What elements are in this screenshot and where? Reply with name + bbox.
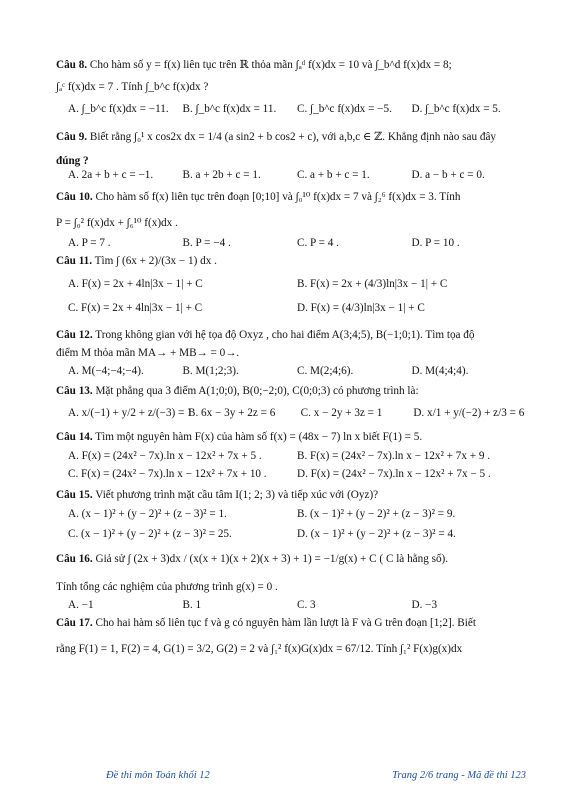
question-13 <box>56 384 526 420</box>
option-d[interactable]: D. P = 10 . <box>411 237 460 249</box>
question-number: Câu 13. <box>56 385 93 397</box>
option-d[interactable]: D. ∫_b^c f(x)dx = 5. <box>411 103 501 115</box>
question-number: Câu 11. <box>56 255 93 267</box>
option-a[interactable]: A. x/(−1) + y/2 + z/(−3) = 1 <box>68 407 193 419</box>
question-text-line2: P = ∫₀² f(x)dx + ∫₆¹⁰ f(x)dx . <box>56 217 178 229</box>
question-text: Tìm ∫ (6x + 2)/(3x − 1) dx . <box>94 255 217 267</box>
question-text-line2: rằng F(1) = 1, F(2) = 4, G(1) = 3/2, G(2) = 2 và ∫₁² f(x)G(x)dx = 67/12. Tính ∫₁² F(x)g(x)dx <box>56 643 463 655</box>
option-b[interactable]: B. M(1;2;3). <box>182 365 239 377</box>
question-text-line2: đúng ? <box>56 155 89 167</box>
question-text: Cho hai hàm số liên tục f và g có nguyên hàm lần lượt là F và G trên đoạn [1;2]. Biết <box>95 617 476 629</box>
option-d[interactable]: D. (x − 1)² + (y − 2)² + (z − 3)² = 4. <box>297 528 456 540</box>
question-text: Tìm một nguyên hàm F(x) của hàm số f(x) = (48x − 7) ln x biết F(1) = 5. <box>95 431 423 443</box>
option-a[interactable]: A. M(−4;−4;−4). <box>68 365 144 377</box>
option-d[interactable]: D. M(4;4;4). <box>411 365 469 377</box>
option-b[interactable]: B. ∫_b^c f(x)dx = 11. <box>182 103 277 115</box>
question-12 <box>56 328 526 378</box>
question-text-line2: điểm M thỏa mãn MA→ + MB→ = 0→. <box>56 347 240 359</box>
option-d[interactable]: D. F(x) = (24x² − 7x).ln x − 12x² + 7x − 5 . <box>297 468 491 480</box>
option-c[interactable]: C. F(x) = 2x + 4ln|3x − 1| + C <box>68 302 203 314</box>
question-text: Biết rằng ∫₀¹ x cos2x dx = 1/4 (a sin2 + b cos2 + c), với a,b,c ∈ ℤ. Khẳng định nào sau đây <box>89 131 497 143</box>
question-text-line2: ∫ₐᶜ f(x)dx = 7 . Tính ∫_b^c f(x)dx ? <box>56 81 209 93</box>
option-c[interactable]: C. (x − 1)² + (y − 2)² + (z − 3)² = 25. <box>68 528 232 540</box>
question-number: Câu 16. <box>56 553 93 565</box>
question-text: Trong không gian với hệ tọa độ Oxyz , cho hai điểm A(3;4;5), B(−1;0;1). Tìm tọa độ <box>95 329 475 341</box>
option-d[interactable]: D. −3 <box>411 599 438 611</box>
option-a[interactable]: A. (x − 1)² + (y − 2)² + (z − 3)² = 1. <box>68 508 227 520</box>
question-number: Câu 8. <box>56 59 88 71</box>
question-text: Giả sử ∫ (2x + 3)dx / (x(x + 1)(x + 2)(x + 3) + 1) = −1/g(x) + C ( C là hằng số). <box>95 553 449 565</box>
question-number: Câu 9. <box>56 131 88 143</box>
question-text: Viết phương trình mặt cầu tâm I(1; 2; 3) và tiếp xúc với (Oyz)? <box>95 489 379 501</box>
option-a[interactable]: A. −1 <box>68 599 94 611</box>
question-text: Cho hàm số f(x) liên tục trên đoạn [0;10] và ∫₀¹⁰ f(x)dx = 7 và ∫₂⁶ f(x)dx = 3. Tính <box>95 191 461 203</box>
option-b[interactable]: B. 6x − 3y + 2z = 6 <box>188 407 276 419</box>
option-c[interactable]: C. F(x) = (24x² − 7x).ln x − 12x² + 7x + 10 . <box>68 468 267 480</box>
question-text: Cho hàm số y = f(x) liên tục trên ℝ thỏa mãn ∫ₐᵈ f(x)dx = 10 và ∫_b^d f(x)dx = 8; <box>89 59 452 71</box>
footer-page-info: Trang 2/6 trang - Mã đề thi 123 <box>392 770 526 781</box>
option-b[interactable]: B. 1 <box>182 599 202 611</box>
option-c[interactable]: C. 3 <box>297 599 316 611</box>
question-text: Mặt phẳng qua 3 điểm A(1;0;0), B(0;−2;0), C(0;0;3) có phương trình là: <box>95 385 419 397</box>
option-d[interactable]: D. F(x) = (4/3)ln|3x − 1| + C <box>297 302 425 314</box>
question-number: Câu 17. <box>56 617 93 629</box>
option-b[interactable]: B. F(x) = (24x² − 7x).ln x − 12x² + 7x + 9 . <box>297 450 491 462</box>
option-b[interactable]: B. a + 2b + c = 1. <box>182 169 261 181</box>
question-11 <box>56 254 526 314</box>
question-15 <box>56 488 526 540</box>
question-number: Câu 10. <box>56 191 93 203</box>
question-text-line2: Tính tổng các nghiệm của phương trình g(x) = 0 . <box>56 581 278 593</box>
option-b[interactable]: B. P = −4 . <box>182 237 231 249</box>
question-10 <box>56 190 526 250</box>
option-c[interactable]: C. P = 4 . <box>297 237 339 249</box>
option-d[interactable]: D. a − b + c = 0. <box>411 169 485 181</box>
question-17 <box>56 616 526 656</box>
option-a[interactable]: A. ∫_b^c f(x)dx = −11. <box>68 103 169 115</box>
option-c[interactable]: C. x − 2y + 3z = 1 <box>300 407 383 419</box>
footer-subject: Đề thi môn Toán khối 12 <box>106 770 210 781</box>
question-number: Câu 15. <box>56 489 93 501</box>
option-d[interactable]: D. x/1 + y/(−2) + z/3 = 6 <box>413 407 525 419</box>
question-8 <box>56 58 526 116</box>
question-number: Câu 12. <box>56 329 93 341</box>
option-a[interactable]: A. F(x) = (24x² − 7x).ln x − 12x² + 7x + 5 . <box>68 450 262 462</box>
page-footer <box>0 770 566 786</box>
option-c[interactable]: C. ∫_b^c f(x)dx = −5. <box>297 103 392 115</box>
option-c[interactable]: C. M(2;4;6). <box>297 365 354 377</box>
question-16 <box>56 552 526 612</box>
question-9 <box>56 130 526 182</box>
option-b[interactable]: B. (x − 1)² + (y − 2)² + (z − 3)² = 9. <box>297 508 456 520</box>
option-c[interactable]: C. a + b + c = 1. <box>297 169 370 181</box>
option-b[interactable]: B. F(x) = 2x + (4/3)ln|3x − 1| + C <box>297 278 448 290</box>
question-14 <box>56 430 526 480</box>
option-a[interactable]: A. P = 7 . <box>68 237 111 249</box>
option-a[interactable]: A. 2a + b + c = −1. <box>68 169 154 181</box>
question-number: Câu 14. <box>56 431 93 443</box>
option-a[interactable]: A. F(x) = 2x + 4ln|3x − 1| + C <box>68 278 203 290</box>
